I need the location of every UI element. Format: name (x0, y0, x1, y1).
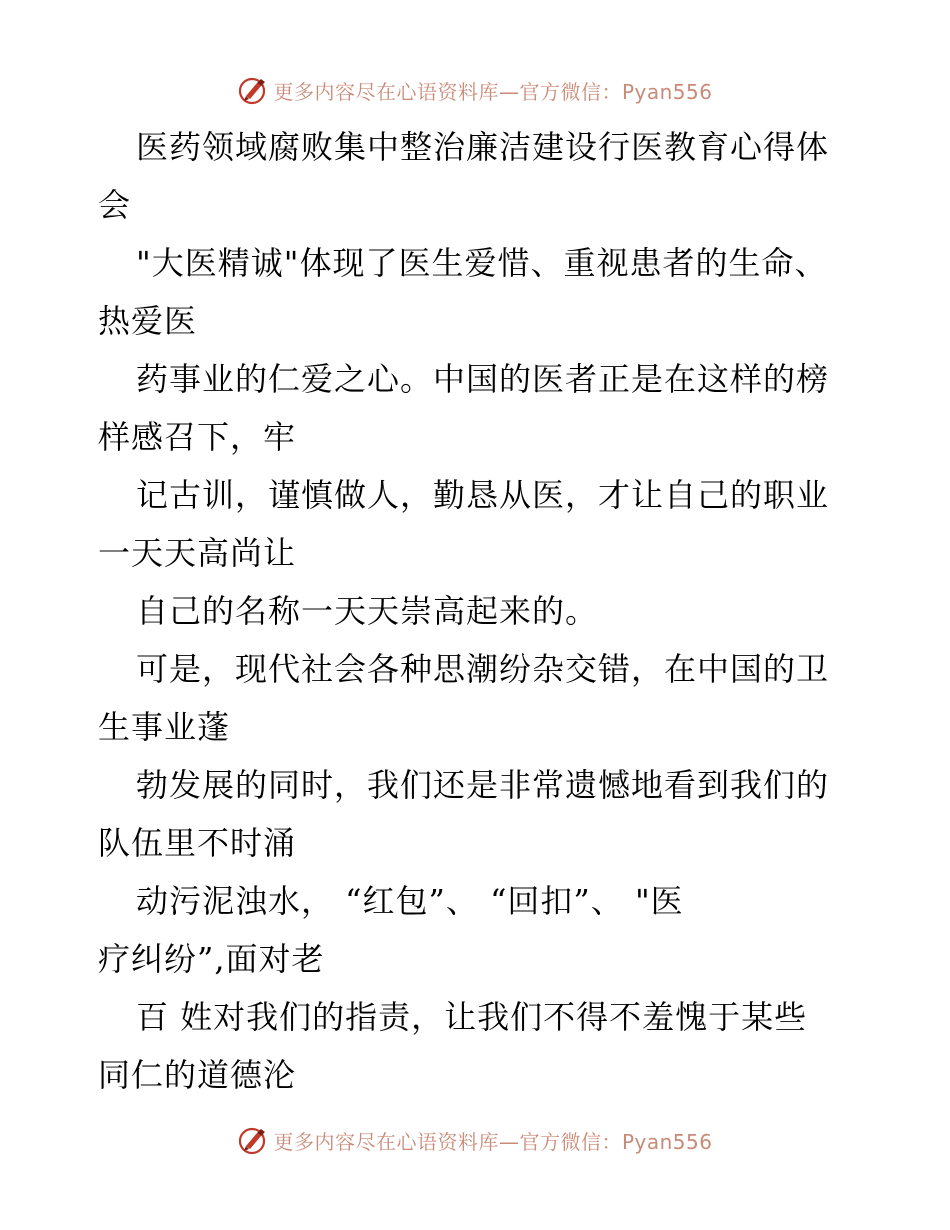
footer-banner-text: 更多内容尽在心语资料库—官方微信：Pyan556 (273, 1129, 713, 1154)
document-body (98, 118, 858, 1104)
doc-line: 同仁的道德沦 (98, 1056, 297, 1094)
pen-logo-icon (237, 74, 269, 106)
doc-line: 勃发展的同时，我们还是非常遗憾地看到我们的 (136, 766, 830, 804)
header-banner-text: 更多内容尽在心语资料库—官方微信：Pyan556 (273, 79, 713, 104)
doc-line: 百 姓对我们的指责，让我们不得不羞愧于某些 (136, 998, 808, 1036)
doc-line: 疗纠纷”,面对老 (98, 940, 325, 978)
doc-line: 记古训，谨慎做人，勤恳从医，才让自己的职业 (136, 476, 830, 514)
header-banner (0, 70, 950, 110)
doc-line: 热爱医 (98, 302, 198, 340)
doc-line: "大医精诚"体现了医生爱惜、重视患者的生命、 (136, 244, 828, 282)
doc-line: 自己的名称一天天崇高起来的。 (136, 592, 599, 630)
doc-line: 队伍里不时涌 (98, 824, 297, 862)
footer-banner (0, 1120, 950, 1160)
pen-logo-icon (237, 1124, 269, 1156)
doc-line: 会 (98, 186, 132, 224)
doc-line: 生事业蓬 (98, 708, 231, 746)
doc-line: 一天天高尚让 (98, 534, 297, 572)
doc-line: 动污泥浊水， “红包”、 “回扣”、 "医 (136, 882, 684, 920)
doc-line: 可是，现代社会各种思潮纷杂交错，在中国的卫 (136, 650, 830, 688)
doc-line: 样感召下，牢 (98, 418, 297, 456)
doc-line: 药事业的仁爱之心。中国的医者正是在这样的榜 (136, 360, 830, 398)
doc-title-line: 医药领域腐败集中整治廉洁建设行医教育心得体 (136, 128, 830, 166)
